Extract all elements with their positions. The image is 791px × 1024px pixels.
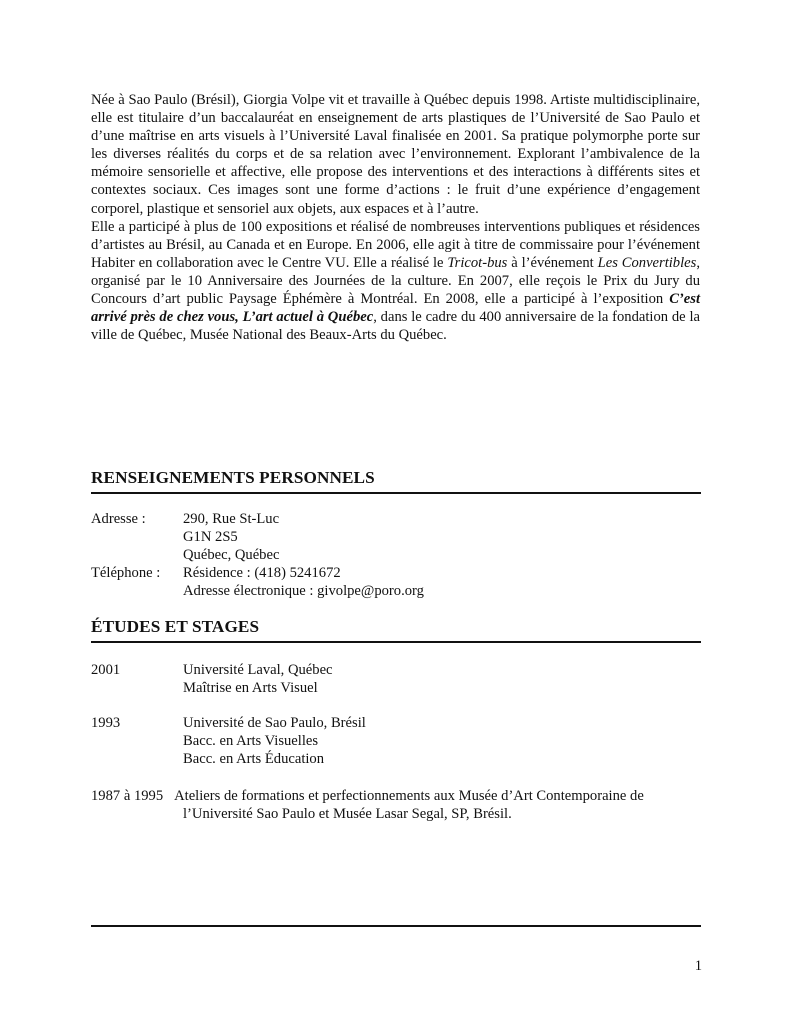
address-line: Québec, Québec <box>183 547 280 564</box>
phone-value <box>183 564 701 600</box>
bio-p2-text-a: Elle a participé à plus de 100 expositions et réalisé de nombreuses interventions publiques et résidences d’artistes au Brésil, au Canada et en Europe. En 2006, elle agit à titre de commissaire pour l’événement Habiter en collaboration avec le Centre VU. Elle a réalisé le <box>91 218 700 271</box>
bio-p2-text-b: à l’événement <box>507 254 598 271</box>
page-number: 1 <box>694 958 702 974</box>
address-line: 290, Rue St-Luc <box>183 511 280 527</box>
bio-p2-tricot-bus: Tricot-bus <box>447 254 508 271</box>
phone-row <box>91 564 701 600</box>
bio-p2-exhibition-title: C’est arrivé près de chez vous, L’art actuel à Québec <box>91 291 700 326</box>
study-line: Ateliers de formations et perfectionnements aux Musée d’Art Contemporaine de <box>174 788 644 804</box>
phone-label: Téléphone : <box>91 565 161 582</box>
study-entry <box>91 661 701 697</box>
bio-p2-text-c: , organisé par le 10 Anniversaire des Journées de la culture. En 2007, elle reçois le Prix du Jury du Concours d’art public Paysage Éphémère à Montréal. En 2008, elle a participé à l’exposition <box>91 254 700 308</box>
study-year: 2001 <box>91 662 121 678</box>
bio-p2-les-convertibles: Les Convertibles <box>597 254 697 271</box>
study-line: l’Université Sao Paulo et Musée Lasar Segal, SP, Brésil. <box>183 806 512 823</box>
personal-info <box>91 510 701 600</box>
study-line: Université de Sao Paulo, Brésil <box>183 715 366 731</box>
email-address: Adresse électronique : givolpe@poro.org <box>183 583 424 600</box>
study-line: Maîtrise en Arts Visuel <box>183 680 318 697</box>
study-entry <box>91 787 701 823</box>
biography <box>91 91 700 344</box>
address-value <box>183 510 701 564</box>
study-details <box>183 714 701 768</box>
section-title-studies: ÉTUDES ET STAGES <box>91 616 701 643</box>
study-year: 1987 à 1995 <box>91 788 164 804</box>
footer-rule <box>91 925 701 927</box>
study-year: 1993 <box>91 715 121 731</box>
address-row <box>91 510 701 564</box>
study-line: Bacc. en Arts Éducation <box>183 751 325 768</box>
phone-residence: Résidence : (418) 5241672 <box>183 565 341 582</box>
section-title-personal: RENSEIGNEMENTS PERSONNELS <box>91 467 701 494</box>
bio-p2-text-d: , dans le cadre du 400 anniversaire de la fondation de la ville de Québec, Musée National des Beaux-Arts du Québec. <box>91 309 700 344</box>
bio-paragraph-2 <box>91 218 700 345</box>
bio-paragraph-1: Née à Sao Paulo (Brésil), Giorgia Volpe vit et travaille à Québec depuis 1998. Artiste multidisciplinaire, elle est titulaire d’un baccalauréat en enseignement de arts plastiques de l’Université de Sao Paulo et d’une maîtrise en arts visuels à l’Université Laval finalisée en 2001. Sa pratique polymorphe porte sur les diverses réalités du corps et de sa relation avec l’environnement. Explorant l’ambivalence de la mémoire sensorielle et affective, elle propose des interventions et des interactions à différents sites et contextes sociaux. Ces images sont une forme d’actions : le fruit d’une expérience d’engagement corporel, plastique et sensoriel aux objets, aux espaces et à l’autre. <box>91 92 700 217</box>
study-line: Bacc. en Arts Visuelles <box>183 733 319 750</box>
address-label: Adresse : <box>91 511 146 527</box>
address-line: G1N 2S5 <box>183 529 238 546</box>
study-details <box>183 661 701 697</box>
study-entry <box>91 714 701 768</box>
study-line: Université Laval, Québec <box>183 662 333 678</box>
